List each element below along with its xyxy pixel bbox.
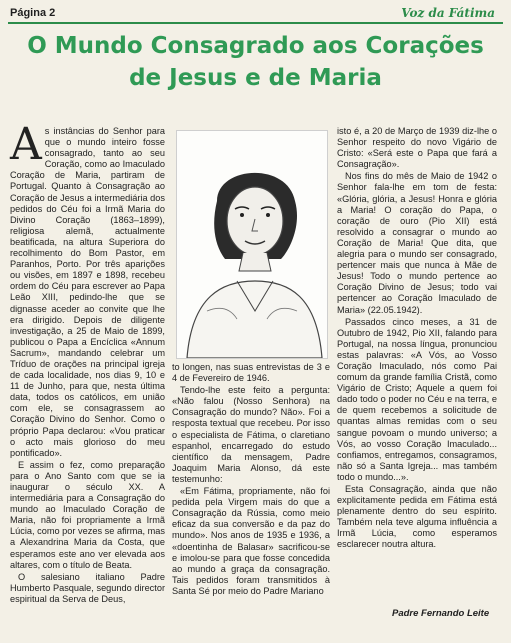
author-signature: Padre Fernando Leite <box>392 608 490 619</box>
portrait-photo <box>176 130 328 359</box>
paragraph: E assim o fez, como preparação para o Ano Santo com que se ia inaugurar o século XX. A intermediária para a Consagração do mundo ao Imaculado Coração de Maria, não foi propriamente a Irmã Lúcia, como por vezes se afirma, mas a Alexandrina Maria da Costa, que esperamos este ano ver elevada aos altares, com o título de Beata. <box>10 459 165 570</box>
page-number: Página 2 <box>10 7 56 19</box>
article-column-2 <box>172 362 330 598</box>
paragraph: Tendo-lhe este feito a pergunta: «Não falou (Nosso Senhora) na Consagração do mundo? Não». Foi a resposta textual que recebeu. Por isso o especialista de Fátima, o claretiano espanhol, encarregado do estudo científico da mensagem, Padre Joaquim Maria Alonso, dá este testemunho: <box>172 385 330 484</box>
title-line-2: de Jesus e de Maria <box>129 65 382 91</box>
article-title <box>0 30 511 94</box>
paragraph: to longen, nas suas entrevistas de 3 e 4 de Fevereiro de 1946. <box>172 362 330 384</box>
header-rule <box>8 22 503 24</box>
paragraph: As instâncias do Senhor para que o mundo inteiro fosse consagrado, tanto ao seu Coração, como ao Imaculado Coração de Maria, partiram de Portugal. Quanto à Consagração ao Coração de Jesus a intermediária dos pedidos do Céu foi a Irmã Maria do Divino Coração (1863–1899), religiosa alemã, actualmente beatificada, na altura Superiora do recolhimento do Bom Pastor, em Paranhos, Porto. Por três aparições ou visões, em 1897 e 1898, recebeu ordem do Céu para escrever ao Papa Leão XIII, pedindo-lhe que se dignasse aceder ao convite que lhe era dirigido. Depois de diligente investigação, a 25 de Maio de 1899, publicou o Papa a Encíclica «Annum Sacrum», mandando celebrar um Tríduo de orações na principal igreja de cada localidade, nos dias 9, 10 e 11 de Junho, para que, nesta última data, todos os católicos, em união com ele, se consagrassem ao Coração Divino do Senhor. Como o próprio Papa declarou: «Vou praticar o acto mais glorioso do meu pontificado». <box>10 119 165 458</box>
article-column-1 <box>10 119 165 606</box>
article-column-3 <box>337 126 497 552</box>
paragraph: Passados cinco meses, a 31 de Outubro de 1942, Pio XII, falando para Portugal, na nossa língua, pronunciou estas palavras: «A Vós, ao Vosso Coração Imaculado, nós como Pai comum da grande família Cristã, como Vigário de Cristo; Aquele a quem foi dado todo o poder no Céu e na terra, e de quem recebemos a solicitude de quantas almas remidas com o seu sangue povoam o mundo universo; a Vós, ao vosso Coração Imaculado... confiamos, entregamos, consagramos, não só a Santa Igreja... mas também todo o mundo...». <box>337 316 497 482</box>
page-header <box>8 6 503 28</box>
paragraph: Nos fins do mês de Maio de 1942 o Senhor fala-lhe em tom de festa: «Glória, glória, a Jesus! Honra e glória a Maria! O coração do Papa, o coração de ouro (Pio XII) está resolvido a consagrar o mundo ao Coração de Maria! Que dita, que alegria para o mundo ser consagrado, pertencer mais que nunca à Mãe de Jesus! Todo o mundo pertence ao Coração Divino de Jesus; todo vai pertencer ao Coração Imaculado de Maria» (22.05.1942). <box>337 171 497 315</box>
publication-name: Voz da Fátima <box>401 6 495 20</box>
title-line-1: O Mundo Consagrado aos Corações <box>27 33 484 59</box>
drop-cap: A <box>10 119 42 170</box>
portrait-sketch <box>177 131 327 358</box>
paragraph: «Em Fátima, propriamente, não foi pedida pela Virgem mais do que a Consagração da Rússia, como meio eficaz da sua conversão e da paz do mundo». Nos anos de 1935 e 1936, a «doentinha de Balasar» sacrificou-se e imolou-se para que fosse concedida ao mundo a graça da consagração. Tais pedidos foram transmitidos à Santa Sé por meio do Padre Mariano <box>172 486 330 596</box>
paragraph: O salesiano italiano Padre Humberto Pasquale, segundo director espiritual da Serva de Deus, <box>10 571 165 604</box>
paragraph: isto é, a 20 de Março de 1939 diz-lhe o Senhor respeito do novo Vigário de Cristo: «Será este o Papa que fará a Consagração». <box>337 126 497 170</box>
paragraph: Esta Consagração, ainda que não explicitamente pedida em Fátima está plenamente dentro do seu espírito. Também nela teve alguma influência a Irmã Lúcia, como esperamos esclarecer noutra altura. <box>337 484 497 550</box>
